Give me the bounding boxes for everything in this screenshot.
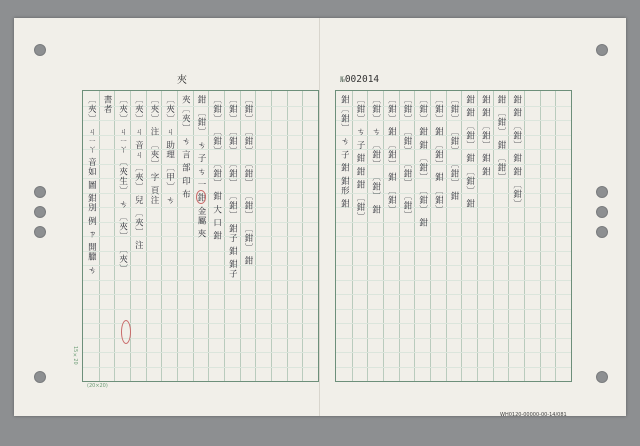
handwritten-column: 〔鉗〕 ㄘ 子 鉗 鉗 鉗 〔鉗〕: [355, 95, 366, 222]
handwritten-column: 鉗 〔鉗〕 ㄘ 子 ㄘ 一 鉗 金屬 夾: [196, 95, 207, 239]
left-header-char: 夾: [177, 75, 187, 86]
handwritten-column: 〔夾〕 ㄐㄧㄚ 〔夾生〕 ㄘ 〔夾〕 〔夾〕: [117, 95, 128, 274]
binder-hole: [34, 186, 46, 198]
handwritten-column: 〔鉗〕 〔鉗〕 〔鉗〕 〔鉗〕: [402, 95, 413, 221]
red-ink-mark: [121, 320, 131, 344]
handwritten-column: 〔鉗〕 〔鉗〕 〔鉗〕 鉗: [449, 95, 460, 202]
handwritten-column: 〔鉗〕 〔鉗〕 〔鉗〕 〔鉗〕 鉗子 鉗 鉗子: [227, 95, 238, 279]
binder-hole: [596, 186, 608, 198]
handwritten-column: 〔鉗〕 鉗 〔鉗〕 鉗 〔鉗〕: [386, 95, 397, 215]
handwritten-column: 〔夾〕 注 〔夾〕 字 頁注: [149, 95, 160, 205]
serial-value: 002014: [344, 74, 380, 85]
handwritten-column: 書者: [102, 95, 113, 114]
red-ink-mark: [196, 190, 206, 204]
handwritten-column: 鉗 鉗 〔鉗〕 鉗 〔鉗〕 鉗: [464, 95, 475, 209]
serial-number: [340, 74, 379, 85]
binder-hole: [34, 44, 46, 56]
handwritten-column: 鉗 〔鉗〕 鉗 〔鉗〕: [496, 95, 507, 183]
binder-hole: [34, 206, 46, 218]
binder-hole: [34, 226, 46, 238]
binder-hole: [596, 226, 608, 238]
handwritten-column: 鉗 鉗 〔鉗〕 鉗 鉗: [480, 95, 491, 177]
handwritten-column: 〔鉗〕 鉗 鉗 〔鉗〕 〔鉗〕 鉗: [417, 95, 428, 228]
handwritten-column: 夾〔夾〕 ㄘ 言 部 印 布: [180, 95, 191, 200]
handwritten-column: 〔夾〕 ㄐㄧㄚ 音如 圖 鉗別 例 ㄗ 開臘 ㄘ: [86, 95, 97, 275]
binder-hole: [596, 206, 608, 218]
handwritten-column: 〔鉗〕 鉗 〔鉗〕 鉗 〔鉗〕: [433, 95, 444, 215]
handwritten-column: 鉗 鉗 〔鉗〕 鉗 鉗 〔鉗〕: [511, 95, 522, 209]
binder-hole: [596, 371, 608, 383]
handwritten-column: 〔鉗〕 ㄘ 〔鉗〕 〔鉗〕 鉗: [370, 95, 381, 215]
handwritten-column: 〔鉗〕 〔鉗〕 〔鉗〕 鉗 大 口 鉗: [211, 95, 222, 241]
handwritten-column: 鉗〔鉗〕 ㄘ 子 鉗 鉗形 鉗: [339, 95, 350, 209]
handwritten-column: 〔鉗〕 〔鉗〕 〔鉗〕 〔鉗〕 〔鉗〕 鉗: [243, 95, 254, 266]
binder-hole: [34, 371, 46, 383]
footer-mark: (20×20): [87, 383, 108, 389]
binder-hole: [596, 44, 608, 56]
handwritten-column: 〔夾〕 ㄐ 助理 〔甲〕 ㄘ: [164, 95, 175, 205]
center-fold: [319, 18, 320, 416]
serial-prefix: №: [340, 75, 345, 84]
archive-id: WH0120-00000-00-14/081: [500, 412, 567, 418]
handwritten-column: 〔夾〕 ㄐ 音ㄐ 〔夾〕 兒 〔夾〕 注: [133, 95, 144, 251]
left-side-mark: 15×20: [72, 346, 78, 365]
